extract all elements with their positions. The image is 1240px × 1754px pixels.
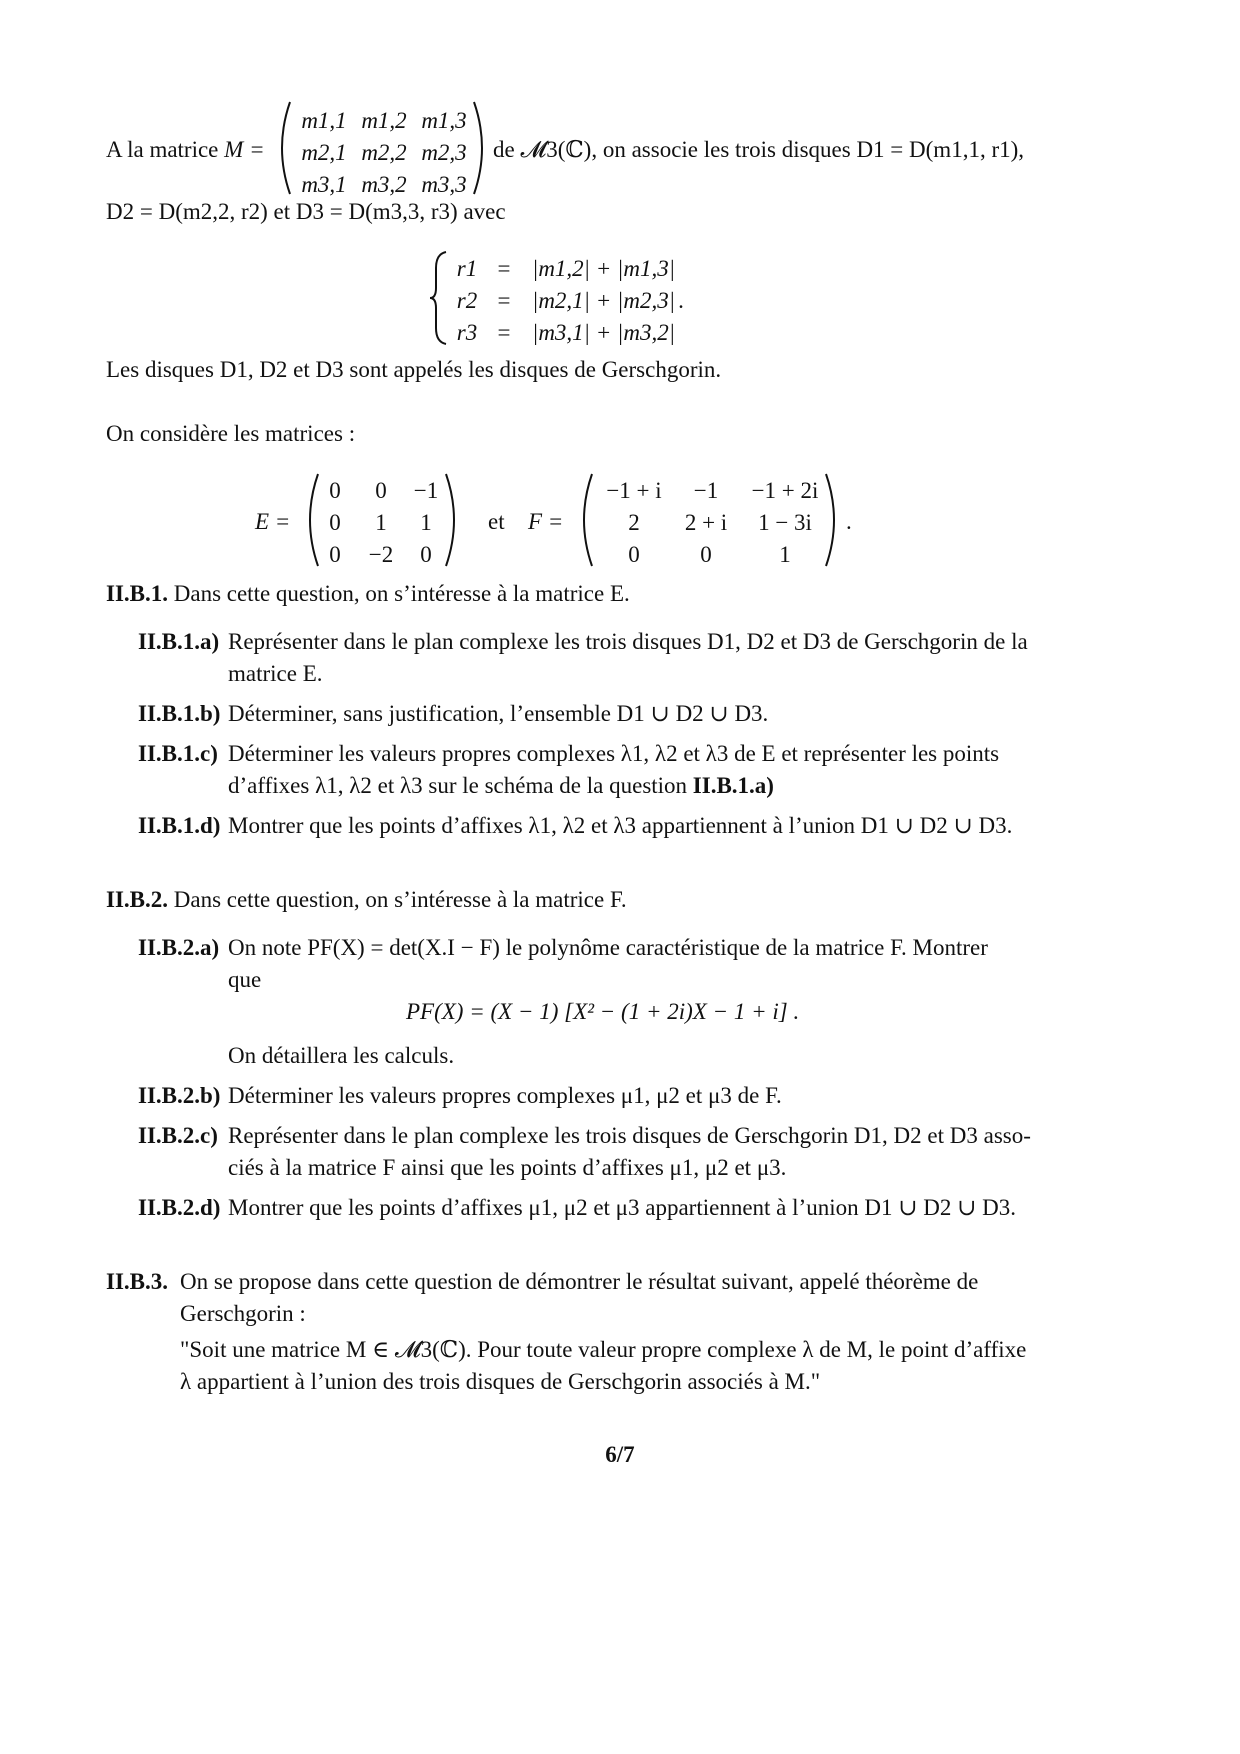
question-b1c-text-2-body: d’affixes λ1, λ2 et λ3 sur le schéma de la question — [228, 773, 688, 798]
question-text: Dans cette question, on s’intéresse à la matrice F. — [173, 887, 627, 912]
matrix-e-cell: 0 — [329, 542, 341, 567]
intro-after-matrix: de 𝓜3(ℂ), on associe les trois disques D1 = D(m1,1, r1), — [493, 137, 1025, 162]
matrix-f-cell: 0 — [628, 542, 640, 567]
matrix-f-cell: 1 − 3i — [758, 510, 812, 535]
matrix-f — [594, 478, 834, 568]
question-b2d-text: Montrer que les points d’affixes μ1, μ2 et μ3 appartiennent à l’union D1 ∪ D2 ∪ D3. — [228, 1195, 1016, 1220]
intro-m-equals: M = — [224, 137, 265, 162]
matrices-period: . — [846, 509, 852, 534]
question-b1a-text-2: matrice E. — [228, 661, 323, 686]
matrix-e-cell: 0 — [375, 478, 387, 503]
matrix-f-cell: −1 + i — [606, 478, 662, 503]
matrix-m-cell: m3,1 — [301, 172, 347, 197]
matrix-e-cell: 0 — [329, 478, 341, 503]
system-lhs: r1 — [456, 256, 478, 281]
matrix-e-cell: 1 — [420, 510, 432, 535]
matrix-f-cell: −1 + 2i — [751, 478, 819, 503]
matrix-f-cell: 1 — [779, 542, 791, 567]
question-b2 — [106, 886, 627, 914]
system-lhs: r2 — [456, 288, 478, 313]
gerschgorin-sentence: Les disques D1, D2 et D3 sont appelés les disques de Gerschgorin. — [106, 357, 722, 382]
question-b2a-text: On note PF(X) = det(X.I − F) le polynôme caractéristique de la matrice F. Montrer — [228, 935, 988, 960]
question-b3-text: On se propose dans cette question de démontrer le résultat suivant, appelé théorème de — [180, 1269, 979, 1294]
question-b2c-text: Représenter dans le plan complexe les trois disques de Gerschgorin D1, D2 et D3 asso- — [228, 1123, 1031, 1148]
question-b1c-text: Déterminer les valeurs propres complexes λ1, λ2 et λ3 de E et représenter les points — [228, 741, 1000, 766]
theorem-quote-line-2: λ appartient à l’union des trois disques de Gerschgorin associés à M." — [180, 1369, 821, 1394]
question-b2a-text-3: On détaillera les calculs. — [228, 1043, 455, 1068]
matrix-f-cell: 0 — [700, 542, 712, 567]
system-eq: = — [497, 256, 511, 281]
matrix-e-cell: 0 — [329, 510, 341, 535]
intro-line-2: D2 = D(m2,2, r2) et D3 = D(m3,3, r3) avec — [106, 199, 506, 224]
question-b3-label: II.B.3. — [106, 1269, 168, 1294]
intro-lead — [106, 136, 265, 164]
question-b1d-label: II.B.1.d) — [138, 813, 221, 838]
system-eq: = — [497, 288, 511, 313]
matrix-m-cell: m1,3 — [421, 108, 467, 133]
question-b3-text-2: Gerschgorin : — [180, 1301, 306, 1326]
intro-text: A la matrice — [106, 137, 219, 162]
matrix-f-cell: 2 + i — [684, 510, 728, 535]
matrix-e — [318, 478, 448, 568]
matrix-e-cell: 1 — [375, 510, 387, 535]
question-b1b-label: II.B.1.b) — [138, 701, 221, 726]
matrices-et: et — [488, 509, 505, 534]
question-b1a-text: Représenter dans le plan complexe les trois disques D1, D2 et D3 de Gerschgorin de la — [228, 629, 1028, 654]
matrix-e-right-paren — [442, 472, 464, 568]
question-label: II.B.1. — [106, 581, 168, 606]
question-b2b-text: Déterminer les valeurs propres complexes μ1, μ2 et μ3 de F. — [228, 1083, 782, 1108]
question-b2c-label: II.B.2.c) — [138, 1123, 218, 1148]
question-label: II.B.2. — [106, 887, 168, 912]
matrix-m-cell: m3,3 — [421, 172, 467, 197]
matrix-e-cell: −2 — [368, 542, 394, 567]
matrix-m-cell: m1,2 — [361, 108, 407, 133]
system-period: . — [678, 288, 684, 313]
question-b2a-label: II.B.2.a) — [138, 935, 220, 960]
characteristic-polynomial-formula: PF(X) = (X − 1) [X² − (1 + 2i)X − 1 + i] . — [406, 999, 800, 1024]
question-b1c-text-2 — [228, 772, 774, 800]
system-rhs: |m2,1| + |m2,3| — [532, 288, 676, 313]
question-b1c-reference: II.B.1.a) — [692, 773, 774, 798]
question-b1c-label: II.B.1.c) — [138, 741, 218, 766]
matrix-m-cell: m3,2 — [361, 172, 407, 197]
question-text: Dans cette question, on s’intéresse à la matrice E. — [173, 581, 630, 606]
system-brace — [428, 250, 450, 346]
matrix-e-cell: −1 — [413, 478, 439, 503]
matrix-m-right-paren — [470, 100, 492, 196]
matrix-f-left-paren — [574, 472, 596, 568]
question-b2b-label: II.B.2.b) — [138, 1083, 221, 1108]
matrix-m-cell: m2,2 — [361, 140, 407, 165]
matrix-m-cell: m2,3 — [421, 140, 467, 165]
system-eq: = — [497, 320, 511, 345]
matrix-f-cell: 2 — [628, 510, 640, 535]
matrix-f-right-paren — [822, 472, 844, 568]
matrix-m-left-paren — [272, 100, 294, 196]
matrix-e-cell: 0 — [420, 542, 432, 567]
consider-text: On considère les matrices : — [106, 421, 356, 446]
matrix-m-cell: m2,1 — [301, 140, 347, 165]
matrix-f-label: F = — [528, 509, 564, 534]
system-rhs: |m1,2| + |m1,3| — [532, 256, 676, 281]
question-b1b-text: Déterminer, sans justification, l’ensemble D1 ∪ D2 ∪ D3. — [228, 701, 769, 726]
system-rhs: |m3,1| + |m3,2| — [532, 320, 676, 345]
system-r — [452, 256, 692, 352]
matrix-f-cell: −1 — [693, 478, 719, 503]
question-b1 — [106, 580, 630, 608]
question-b2d-label: II.B.2.d) — [138, 1195, 221, 1220]
question-b1a-label: II.B.1.a) — [138, 629, 220, 654]
matrix-m — [296, 108, 472, 198]
system-lhs: r3 — [456, 320, 478, 345]
question-b2a-text-2: que — [228, 967, 262, 992]
question-b2c-text-2: ciés à la matrice F ainsi que les points d’affixes μ1, μ2 et μ3. — [228, 1155, 787, 1180]
matrix-e-label: E = — [255, 509, 291, 534]
theorem-quote-line-1: "Soit une matrice M ∈ 𝓜3(ℂ). Pour toute valeur propre complexe λ de M, le point d’affixe — [180, 1337, 1027, 1362]
page-number: 6/7 — [605, 1442, 635, 1467]
matrix-m-cell: m1,1 — [301, 108, 347, 133]
question-b1d-text: Montrer que les points d’affixes λ1, λ2 et λ3 appartiennent à l’union D1 ∪ D2 ∪ D3. — [228, 813, 1013, 838]
